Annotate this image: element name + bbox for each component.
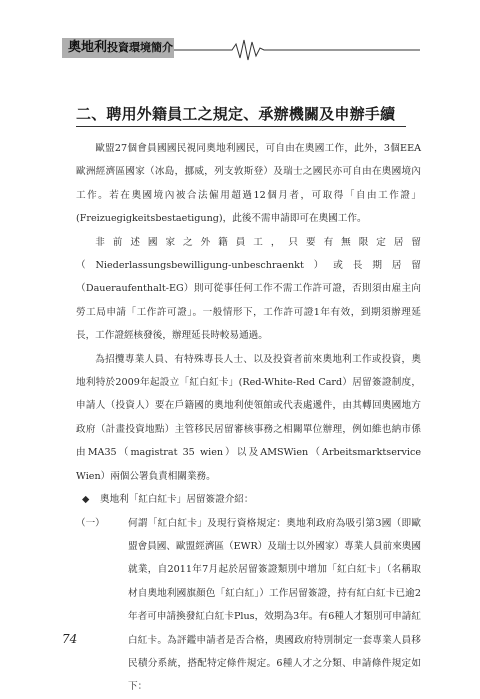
header-brand: 奧地利 — [68, 40, 108, 55]
bullet-item — [76, 488, 421, 511]
diamond-bullet-icon: ◆ — [82, 494, 90, 506]
bullet-text: 奧地利「紅白紅卡」居留簽證介紹： — [100, 494, 254, 506]
paragraph-3: 為招攬專業人員、有特殊專長人士、以及投資者前來奧地利工作或投資，奧地利特於2009年起設立「紅白紅卡」(Red-White-Red Card）居留簽證制度，申請人（投資人）要在戶籍國的奧地利使領館或代表處遞件，由其轉回奧國地方政府（計畫投資地點）主管移民居留審核事務之相關單位辦理，例如維也納市係由MA35（magistrat 35 wien）以及AMSWien（Arbeitsmarktservice Wien）兩個公署負責相關業務。 — [76, 353, 421, 482]
paragraph-1: 歐盟27個會員國國民視同奧地利國民，可自由在奧國工作，此外，3個EEA歐洲經濟區國家（冰島，挪威，列支敦斯登）及瑞士之國民亦可自由在奧國境內工作。若在奧國境內被合法僱用超過12個月者，可取得「自由工作證」(Freizuegigkeitsbestaetigung)，此後不需申請即可在奧國工作。 — [76, 143, 421, 225]
page-number: 74 — [62, 632, 78, 646]
paragraph-2: 非前述國家之外籍員工，只要有無限定居留（Niederlassungsbewilligung-unbeschraenkt）或長期居留（Daueraufenthalt-EG）則可從事任何工作不需工作許可證，否則須由雇主向勞工局申請「工作許可證」。一般情形下，工作許可證1年有效，到期須辦理延長，工作證經核發後，辦理延長時較易通過。 — [76, 236, 421, 342]
header-subtitle: 投資環境簡介 — [107, 41, 174, 54]
section-divider — [76, 126, 406, 127]
body-text — [76, 137, 421, 699]
sub-item-text: 何謂「紅白紅卡」及現行資格規定：奧地利政府為吸引第3國（即歐盟會員國、歐盟經濟區（EWR）及瑞士以外國家）專業人員前來奧國就業，自2011年7月起於居留簽證類別中增加「紅白紅卡」（名稱取材自奧地利國旗顏色「紅白紅」）工作居留簽證，持有紅白紅卡已逾2年者可申請換發紅白紅卡Plus，效期為3年。有6種人才類別可申請紅白紅卡。為評鑑申請者是否合格，奧國政府特別制定一套專業人員移民積分系統，搭配特定條件規定。6種人才之分類、申請條件規定如下： — [128, 517, 421, 693]
sub-item-number: （一） — [76, 517, 105, 529]
section-title: 二、聘用外籍員工之規定、承辦機關及申辦手續 — [76, 105, 396, 123]
sub-item-1 — [76, 512, 421, 699]
header-badge — [62, 38, 174, 58]
